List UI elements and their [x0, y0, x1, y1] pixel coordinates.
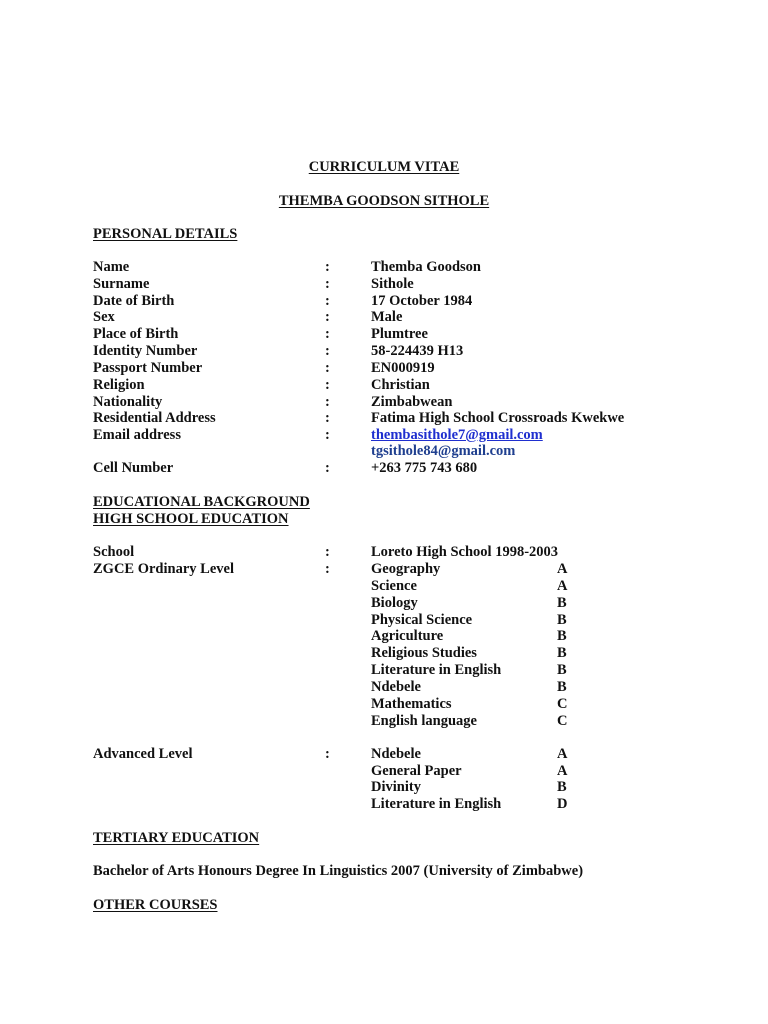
row-label: Nationality [93, 394, 163, 410]
subject-name: General Paper [371, 763, 462, 779]
row-colon: : [325, 427, 330, 443]
row-value: 17 October 1984 [371, 293, 473, 309]
email-secondary: tgsithole84@gmail.com [371, 443, 516, 459]
school-value: Loreto High School 1998-2003 [371, 544, 559, 560]
subject-grade: D [557, 796, 568, 812]
row-label: Residential Address [93, 410, 216, 426]
row-colon: : [325, 309, 330, 325]
subject-name: Ndebele [371, 746, 421, 762]
subject-name: Divinity [371, 779, 421, 795]
row-value: Fatima High School Crossroads Kwekwe [371, 410, 625, 426]
degree-text: Bachelor of Arts Honours Degree In Linguistics 2007 (University of Zimbabwe) [93, 863, 584, 879]
subject-name: Biology [371, 595, 418, 611]
email-link-primary[interactable]: thembasithole7@gmail.com [371, 427, 543, 443]
subject-grade: A [557, 746, 568, 762]
subject-grade: C [557, 696, 568, 712]
row-label: Passport Number [93, 360, 203, 376]
row-label: Cell Number [93, 460, 174, 476]
subject-name: Literature in English [371, 796, 502, 812]
subject-grade: A [557, 561, 568, 577]
row-label: Name [93, 259, 130, 275]
subject-grade: B [557, 662, 567, 678]
subject-name: Mathematics [371, 696, 452, 712]
subject-name: Ndebele [371, 679, 421, 695]
subject-name: Physical Science [371, 612, 473, 628]
other-courses-heading: OTHER COURSES [93, 897, 218, 913]
row-value: 58-224439 H13 [371, 343, 464, 359]
row-value: +263 775 743 680 [371, 460, 478, 476]
row-label: Sex [93, 309, 115, 325]
row-value: Themba Goodson [371, 259, 481, 275]
row-label: Place of Birth [93, 326, 179, 342]
row-colon: : [325, 377, 330, 393]
subject-grade: B [557, 628, 567, 644]
row-label: Email address [93, 427, 181, 443]
personal-details-heading: PERSONAL DETAILS [93, 226, 238, 242]
row-colon: : [325, 561, 330, 577]
row-value: Zimbabwean [371, 394, 453, 410]
school-label: School [93, 544, 135, 560]
subject-grade: B [557, 645, 567, 661]
row-colon: : [325, 746, 330, 762]
subject-grade: B [557, 612, 567, 628]
educational-background-heading: EDUCATIONAL BACKGROUND [93, 494, 310, 510]
row-value: Christian [371, 377, 430, 393]
subject-name: English language [371, 713, 477, 729]
row-value: Plumtree [371, 326, 428, 342]
subject-grade: C [557, 713, 568, 729]
row-colon: : [325, 394, 330, 410]
row-colon: : [325, 343, 330, 359]
row-colon: : [325, 276, 330, 292]
row-colon: : [325, 326, 330, 342]
subject-grade: A [557, 763, 568, 779]
subject-grade: A [557, 578, 568, 594]
subject-name: Science [371, 578, 417, 594]
row-colon: : [325, 259, 330, 275]
row-value: EN000919 [371, 360, 435, 376]
row-label: Religion [93, 377, 145, 393]
row-label: Surname [93, 276, 150, 292]
person-name-heading: THEMBA GOODSON SITHOLE [278, 193, 490, 209]
subject-grade: B [557, 779, 567, 795]
row-colon: : [325, 410, 330, 426]
row-value: Male [371, 309, 403, 325]
row-colon: : [325, 293, 330, 309]
tertiary-education-heading: TERTIARY EDUCATION [93, 830, 260, 846]
subject-name: Literature in English [371, 662, 502, 678]
row-label: Identity Number [93, 343, 198, 359]
subject-name: Geography [371, 561, 441, 577]
alevel-label: Advanced Level [93, 746, 193, 762]
row-colon: : [325, 544, 330, 560]
olevel-label: ZGCE Ordinary Level [93, 561, 234, 577]
subject-grade: B [557, 679, 567, 695]
subject-name: Agriculture [371, 628, 444, 644]
subject-name: Religious Studies [371, 645, 477, 661]
row-label: Date of Birth [93, 293, 175, 309]
row-value: Sithole [371, 276, 414, 292]
subject-grade: B [557, 595, 567, 611]
document-title: CURRICULUM VITAE [308, 159, 460, 175]
row-colon: : [325, 460, 330, 476]
high-school-heading: HIGH SCHOOL EDUCATION [93, 511, 289, 527]
row-colon: : [325, 360, 330, 376]
